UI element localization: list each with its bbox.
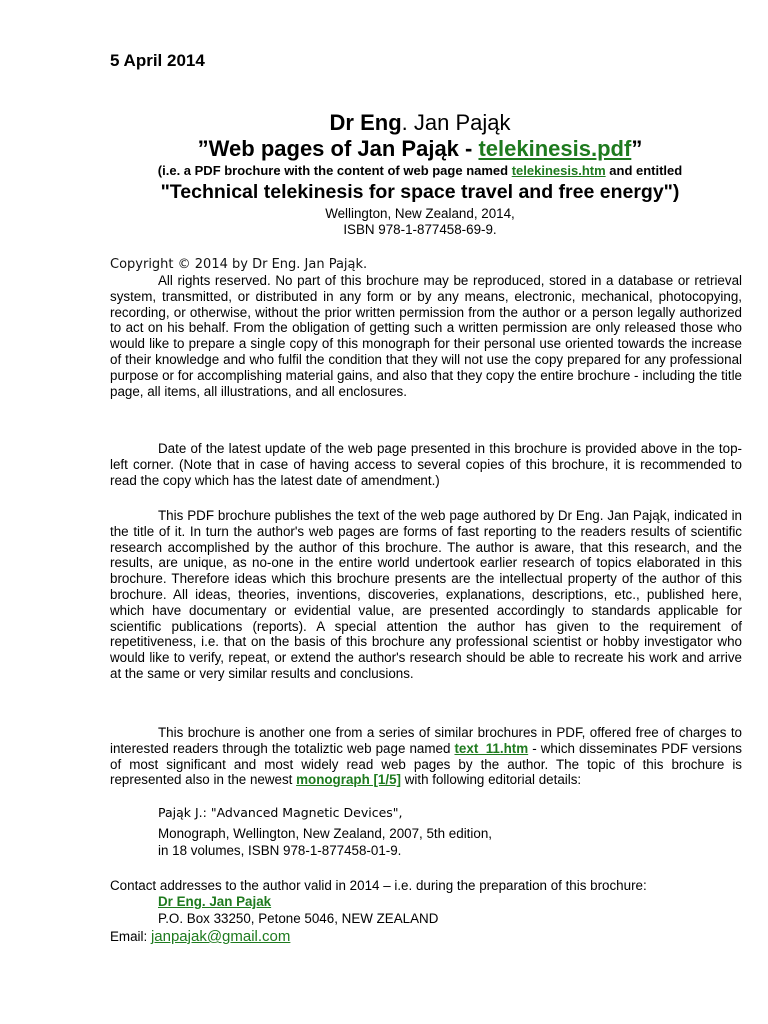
monograph-link[interactable]: monograph [1/5] (296, 772, 402, 788)
reference-title: Pająk J.: "Advanced Magnetic Devices", (158, 805, 403, 820)
paragraph-series (110, 725, 742, 788)
ie-prefix: (i.e. a PDF brochure with the content of web page named (157, 163, 512, 178)
contact-intro: Contact addresses to the author valid in 2014 – i.e. during the preparation of this brochure: (110, 878, 647, 893)
isbn: ISBN 978-1-877458-69-9. (343, 222, 497, 237)
series-text-2: - which disseminates PDF versions of most significant and most widely read web pages by the author. The topic of this brochure is represented also in the newest (110, 740, 742, 788)
contact-email-line (110, 928, 290, 945)
copyright-line: Copyright © 2014 by Dr Eng. Jan Pająk. (110, 257, 368, 272)
reference-isbn: in 18 volumes, ISBN 978-1-877458-01-9. (158, 843, 402, 858)
contact-name-link[interactable] (158, 894, 271, 909)
document-date: 5 April 2014 (110, 51, 205, 70)
title-prefix: ”Web pages of Jan Pająk - (197, 136, 479, 161)
email-label: Email: (110, 929, 151, 944)
publication-place: Wellington, New Zealand, 2014, (325, 206, 515, 221)
brochure-explanation (100, 163, 740, 178)
series-text-3: with following editorial details: (401, 772, 582, 788)
author-prefix: Dr Eng (329, 110, 402, 135)
document-title (100, 136, 740, 162)
webpage-link[interactable]: telekinesis.htm (511, 163, 606, 178)
text-11-link[interactable]: text_11.htm (454, 740, 529, 756)
title-suffix: ” (631, 136, 643, 161)
series-text-1: This brochure is another one from a series of similar brochures in PDF, offered free of charges to interested readers through the totaliztic web page named (110, 725, 742, 756)
author-name: . Jan Pająk (401, 110, 511, 135)
contact-name[interactable]: Dr Eng. Jan Pajak (158, 894, 272, 909)
paragraph-update-date: Date of the latest update of the web page presented in this brochure is provided above in the top-left corner. (Note that in case of having access to several copies of this brochure, it is recommended to read the copy which has the latest date of amendment.) (110, 441, 742, 488)
document-subtitle: "Technical telekinesis for space travel and free energy") (160, 181, 680, 203)
paragraph-rights: All rights reserved. No part of this brochure may be reproduced, stored in a database or retrieval system, transmitted, or distributed in any form or by any means, electronic, mechanical, photocopying, recording, or otherwise, without the prior written permission from the author or a person legally authorized to act on his behalf. From the obligation of getting such a written permission are only released those who would like to prepare a single copy of this monograph for their personal use oriented towards the increase of their knowledge and who fulfil the condition that they will not use the copy prepared for any professional purpose or for accomplishing material gains, and also that they copy the entire brochure - including the title page, all items, all illustrations, and all enclosures. (110, 273, 742, 399)
email-link[interactable]: janpajak@gmail.com (150, 928, 291, 945)
title-pdf-link[interactable]: telekinesis.pdf (478, 136, 632, 161)
paragraph-research: This PDF brochure publishes the text of the web page authored by Dr Eng. Jan Pająk, indicated in the title of it. In turn the author's web pages are forms of fast reporting to the readers results of scientific research accomplished by the author of this brochure. The author is aware, that this research, and the results, are unique, as no-one in the entire world undertook earlier research of topics elaborated in this brochure. Therefore ideas which this brochure presents are the intellectual property of the author of this brochure. All ideas, theories, inventions, discoveries, explanations, descriptions, etc., published here, which have documentary or evidential value, are presented accordingly to standards applicable for scientific publications (reports). A special attention the author has given to the requirement of repetitiveness, i.e. that on the basis of this brochure any professional scientist or hobby investigator who would like to verify, repeat, or extend the author's research should be able to recreate his work and arrive at the same or very similar results and conclusions. (110, 508, 742, 681)
ie-suffix: and entitled (605, 163, 683, 178)
reference-edition: Monograph, Wellington, New Zealand, 2007, 5th edition, (158, 826, 492, 841)
contact-address: P.O. Box 33250, Petone 5046, NEW ZEALAND (158, 911, 439, 926)
author-heading (100, 110, 740, 136)
